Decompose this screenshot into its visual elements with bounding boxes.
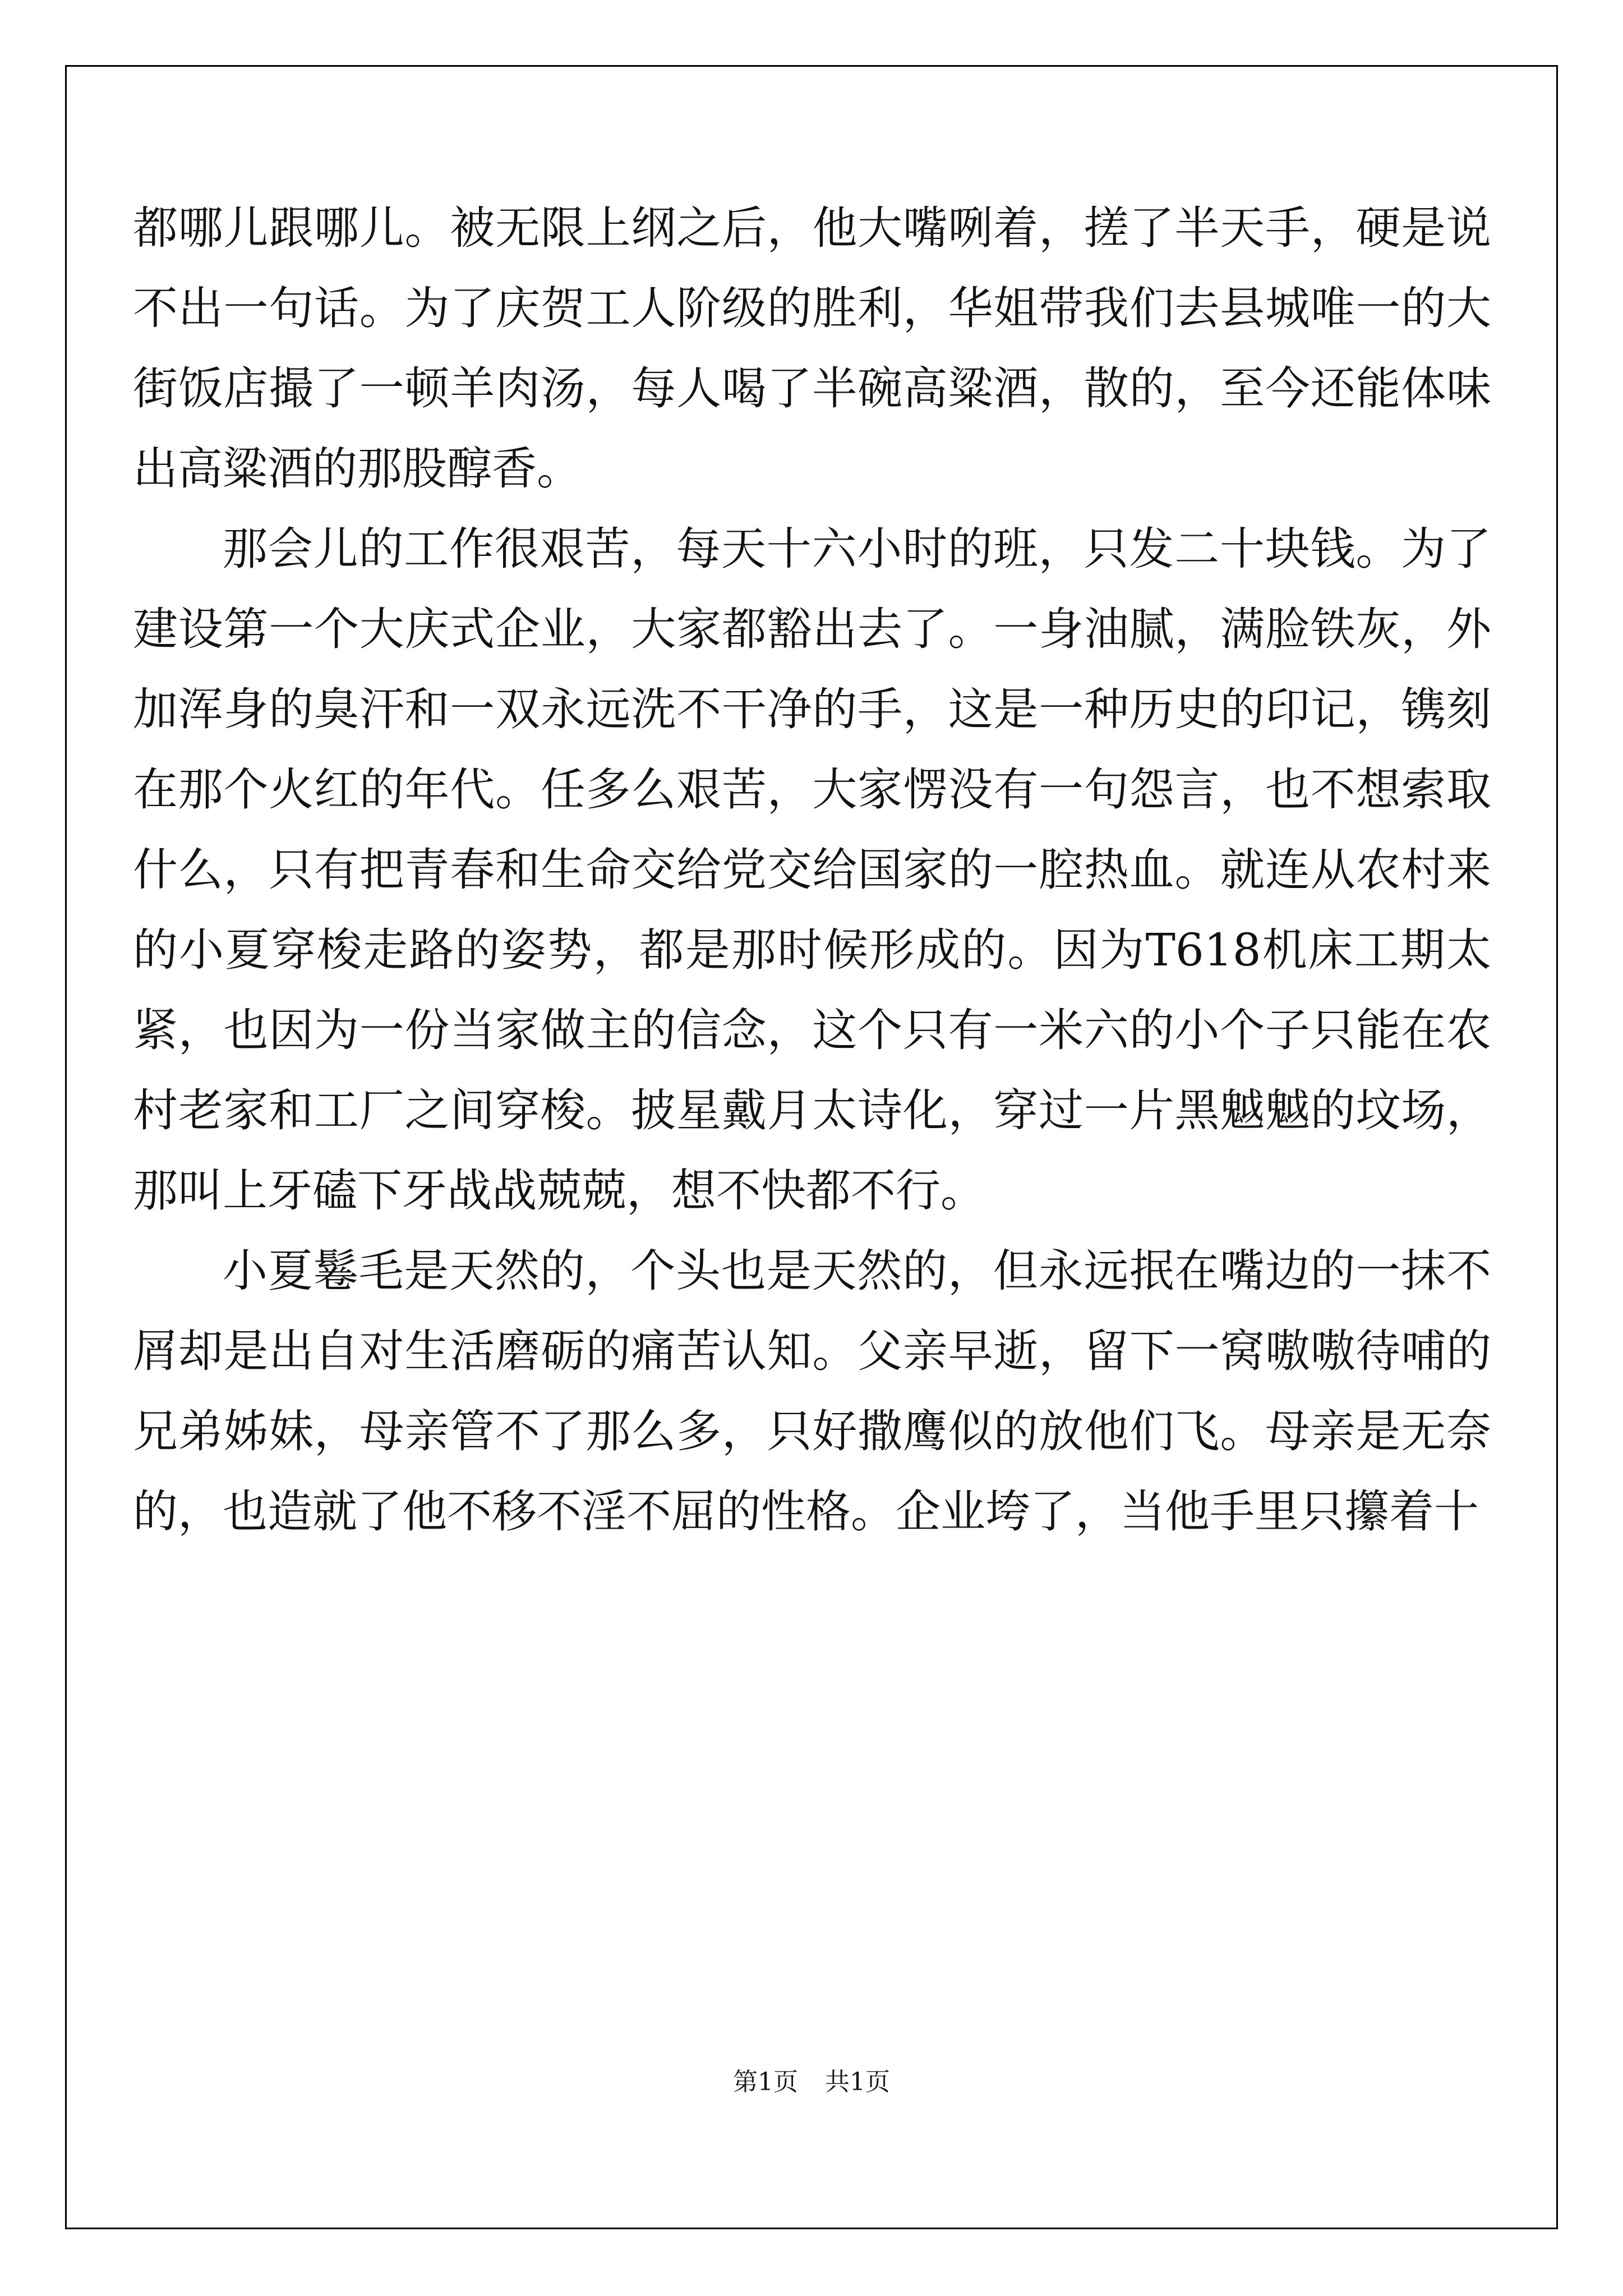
paragraph-1: 都哪儿跟哪儿。被无限上纲之后，他大嘴咧着，搓了半天手，硬是说不出一句话。为了庆贺工人阶级的胜利，华姐带我们去县城唯一的大街饭店撮了一顿羊肉汤，每人喝了半碗高粱酒，散的，至今还能体味出高粱酒的那股醇香。 — [133, 202, 1491, 495]
paragraph-3: 小夏鬈毛是天然的，个头也是天然的，但永远抿在嘴边的一抹不屑却是出自对生活磨砺的痛苦认知。父亲早逝，留下一窝嗷嗷待哺的兄弟姊妹，母亲管不了那么多，只好撒鹰似的放他们飞。母亲是无奈的，也造就了他不移不淫不屈的性格。企业垮了，当他手里只攥着十 — [133, 1245, 1491, 1538]
page-number: 第1页 — [733, 2068, 798, 2096]
page-footer — [0, 2062, 1623, 2097]
document-body — [133, 188, 1491, 1552]
paragraph-2: 那会儿的工作很艰苦，每天十六小时的班，只发二十块钱。为了建设第一个大庆式企业，大家都豁出去了。一身油腻，满脸铁灰，外加浑身的臭汗和一双永远洗不干净的手，这是一种历史的印记，镌刻在那个火红的年代。任多么艰苦，大家愣没有一句怨言，也不想索取什么，只有把青春和生命交给党交给国家的一腔热血。就连从农村来的小夏穿梭走路的姿势，都是那时候形成的。因为T618机床工期太紧，也因为一份当家做主的信念，这个只有一米六的小个子只能在农村老家和工厂之间穿梭。披星戴月太诗化，穿过一片黑魆魆的坟场，那叫上牙磕下牙战战兢兢，想不快都不行。 — [133, 523, 1491, 1217]
page-total: 共1页 — [825, 2068, 890, 2096]
